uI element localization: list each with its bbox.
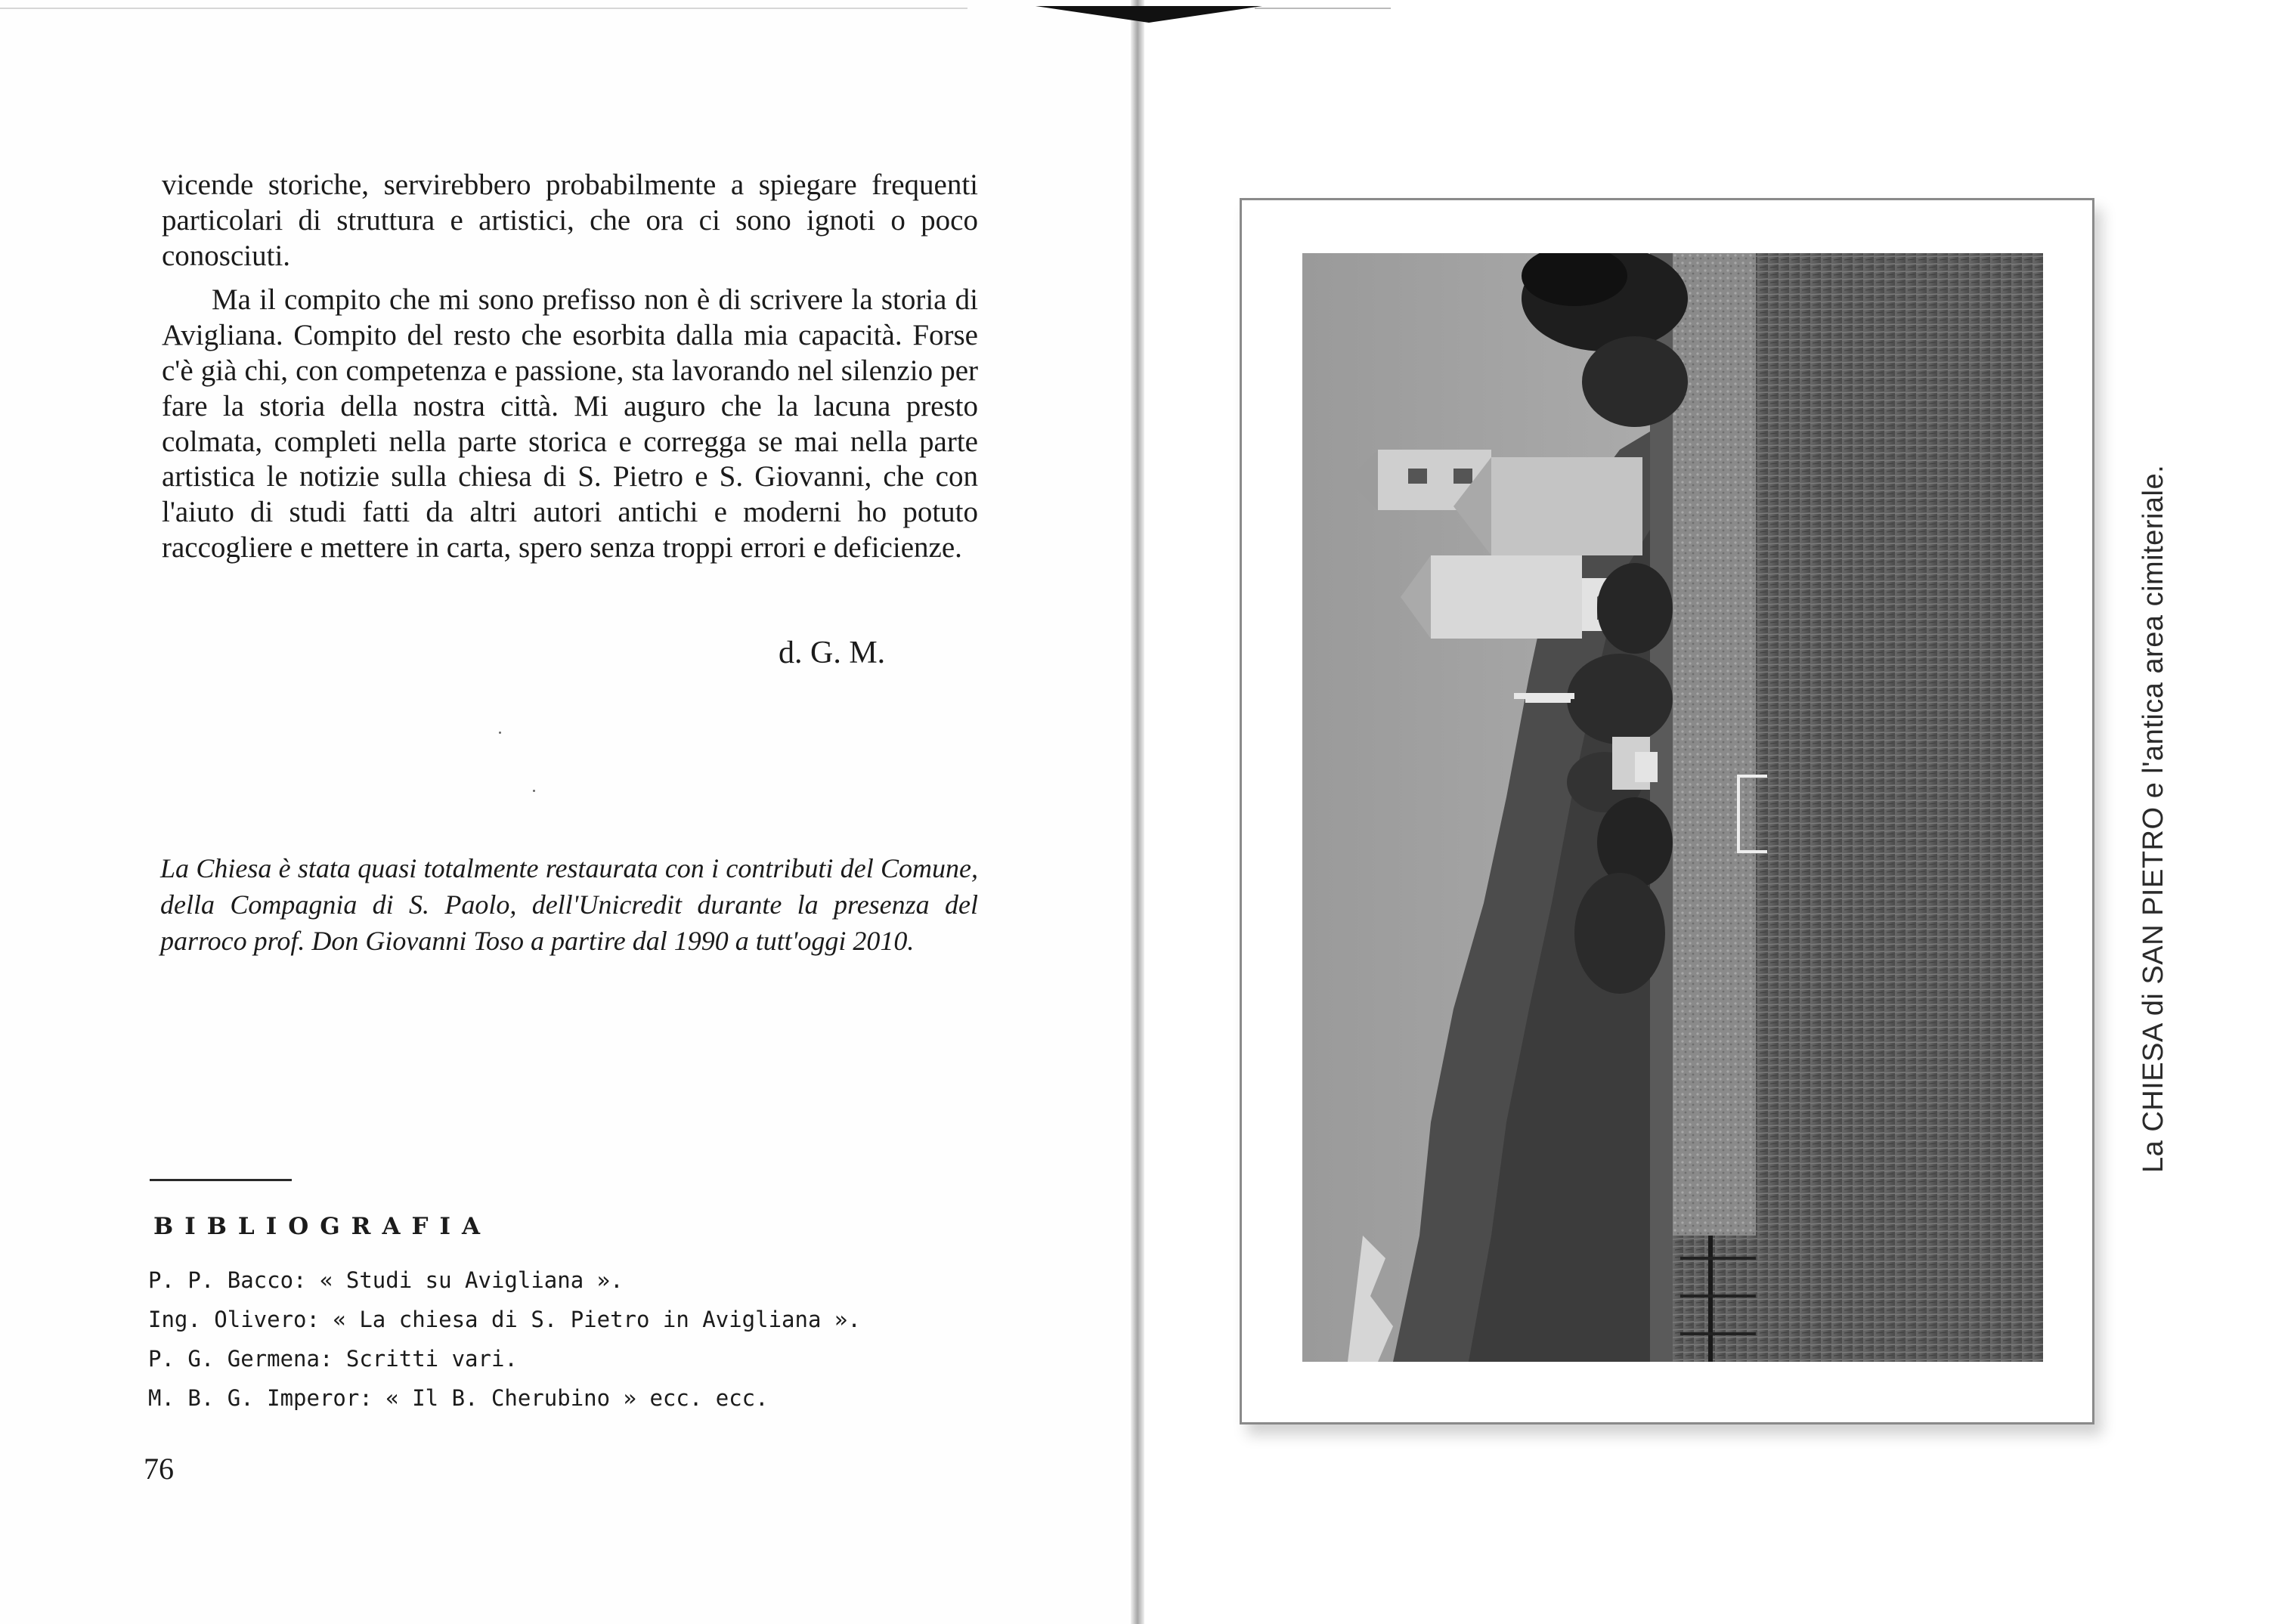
- bibliography-item: M. B. G. Imperor: « Il B. Cherubino » ecc. ecc.: [148, 1385, 769, 1411]
- scan-edge-wedge: [1036, 6, 1262, 23]
- restoration-note: La Chiesa è stata quasi totalmente restaurata con i contributi del Comune, della Compagnia di S. Paolo, dell'Unicredit durante la presenza del parroco prof. Don Giovanni Toso a partire dal 1990 a tutt'oggi 2010.: [160, 853, 978, 956]
- scan-speck: [499, 732, 501, 734]
- author-signature: d. G. M.: [779, 636, 886, 670]
- bibliography-item: P. G. Germena: Scritti vari.: [148, 1346, 518, 1372]
- bibliography-list: [148, 1261, 904, 1418]
- photo-caption: La CHIESA di SAN PIETRO e l'antica area cimiteriale.: [2138, 464, 2169, 1173]
- body-text: [162, 168, 978, 566]
- paragraph-2: Ma il compito che mi sono prefisso non è di scrivere la storia di Avigliana. Compito del resto che esorbita dalla mia capacità. Forse c'è già chi, con competenza e passione, sta lavorando nel silenzio per fare la storia della nostra città. Mi auguro che la lacuna presto colmata, completi nella parte storica e corregga se mai nella parte artistica le notizie sulla chiesa di S. Pietro e S. Giovanni, che con l'aiuto di studi fatti da altri autori antichi e moderni ho potuto raccogliere e mettere in carta, spero senza troppi errori e deficienze.: [162, 283, 978, 564]
- paragraph-1: vicende storiche, servirebbero probabilmente a spiegare frequenti particolari di struttura e artistici, che ora ci sono ignoti o poco conosciuti.: [162, 169, 978, 272]
- page-number: 76: [144, 1452, 174, 1486]
- bibliography-divider: [150, 1179, 292, 1181]
- scan-speck: [533, 790, 535, 792]
- bibliography-item: P. P. Bacco: « Studi su Avigliana ».: [148, 1267, 624, 1293]
- photo-frame: [1240, 198, 2094, 1424]
- bibliography-item: Ing. Olivero: « La chiesa di S. Pietro in Avigliana ».: [148, 1307, 861, 1332]
- scan-edge-right: [1255, 8, 1391, 9]
- bibliography-heading: BIBLIOGRAFIA: [153, 1213, 492, 1240]
- scan-edge-left: [0, 8, 967, 9]
- church-photo-illustration: [1302, 253, 2043, 1362]
- church-photograph: [1302, 253, 2043, 1362]
- book-gutter: [1131, 0, 1144, 1624]
